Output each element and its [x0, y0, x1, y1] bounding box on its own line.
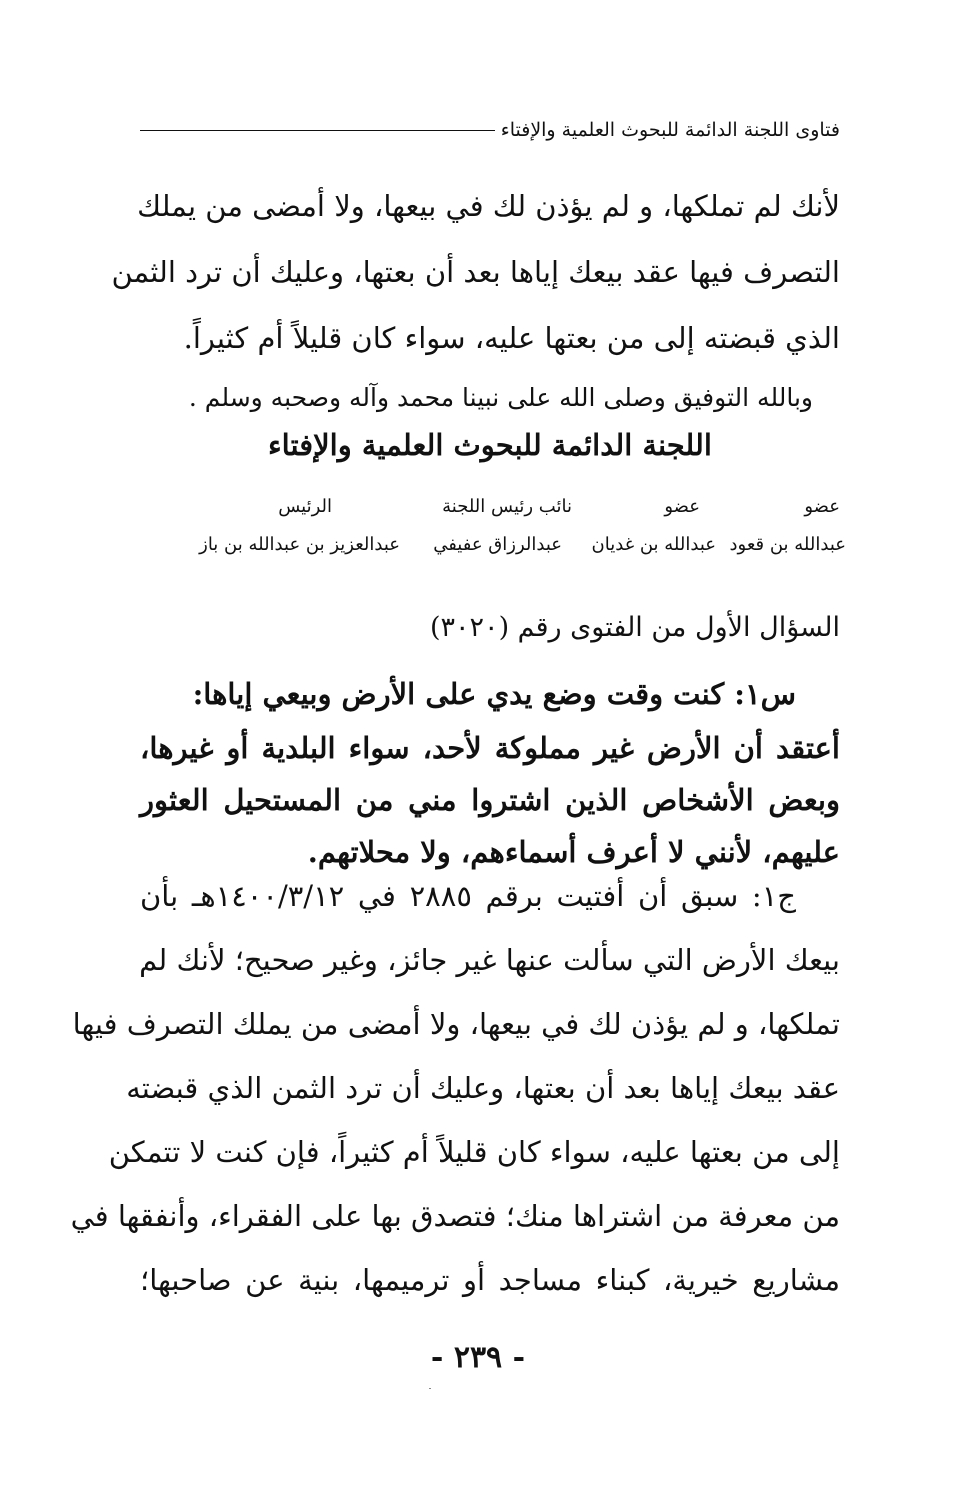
- question-title: السؤال الأول من الفتوى رقم (٣٠٢٠): [430, 612, 840, 643]
- intro-line: الذي قبضته إلى من بعتها عليه، سواء كان قليلاً أم كثيراً.: [183, 321, 840, 355]
- answer-line: ج١: سبق أن أفتيت برقم ٢٨٨٥ في ١٤٠٠/٣/١٢هـ بأن: [140, 879, 796, 913]
- member-role: عضو: [804, 496, 840, 517]
- scan-speck: [429, 1388, 431, 1389]
- member-name: عبدالله بن قعود: [729, 534, 846, 555]
- member-name: عبدالله بن غديان: [591, 534, 716, 555]
- member-name: عبدالرزاق عفيفي: [433, 534, 562, 555]
- answer-line: مشاريع خيرية، كبناء مساجد أو ترميمها، بنية عن صاحبها؛: [140, 1263, 840, 1297]
- answer-line: من معرفة من اشتراها منك؛ فتصدق بها على الفقراء، وأنفقها في: [70, 1199, 840, 1233]
- question-line: أعتقد أن الأرض غير مملوكة لأحد، سواء البلدية أو غيرها،: [140, 731, 840, 765]
- running-header: [140, 115, 840, 145]
- page-number: - ٢٣٩ -: [430, 1340, 526, 1375]
- roles-row: [160, 496, 840, 522]
- question-line: س١: كنت وقت وضع يدي على الأرض وبيعي إياها:: [192, 677, 796, 711]
- question-line: وبعض الأشخاص الذين اشتروا مني من المستحيل العثور: [140, 783, 840, 817]
- answer-line: تملكها، و لم يؤذن لك في بيعها، ولا أمضى من يملك التصرف فيها: [72, 1007, 840, 1041]
- header-rule: [140, 130, 495, 131]
- header-title: فتاوى اللجنة الدائمة للبحوث العلمية والإفتاء: [500, 119, 840, 141]
- member-role: الرئيس: [278, 496, 332, 517]
- member-role: نائب رئيس اللجنة: [442, 496, 572, 517]
- intro-line: لأنك لم تملكها، و لم يؤذن لك في بيعها، ولا أمضى من يملك: [137, 189, 840, 223]
- names-row: [160, 534, 846, 560]
- committee-name: اللجنة الدائمة للبحوث العلمية والإفتاء: [268, 428, 712, 462]
- intro-line: التصرف فيها عقد بيعك إياها بعد أن بعتها، وعليك أن ترد الثمن: [111, 255, 840, 289]
- committee-members: [160, 496, 846, 560]
- answer-line: إلى من بعتها عليه، سواء كان قليلاً أم كثيراً، فإن كنت لا تتمكن: [108, 1135, 840, 1169]
- answer-line: عقد بيعك إياها بعد أن بعتها، وعليك أن ترد الثمن الذي قبضته: [126, 1071, 840, 1105]
- question-line: عليهم، لأنني لا أعرف أسماءهم، ولا محلاتهم.: [307, 835, 840, 869]
- closing-prayer: وبالله التوفيق وصلى الله على نبينا محمد وآله وصحبه وسلم .: [188, 383, 813, 412]
- member-role: عضو: [664, 496, 700, 517]
- answer-line: بيعك الأرض التي سألت عنها غير جائز، وغير صحيح؛ لأنك لم: [139, 943, 840, 977]
- member-name: عبدالعزيز بن عبدالله بن باز: [199, 534, 400, 555]
